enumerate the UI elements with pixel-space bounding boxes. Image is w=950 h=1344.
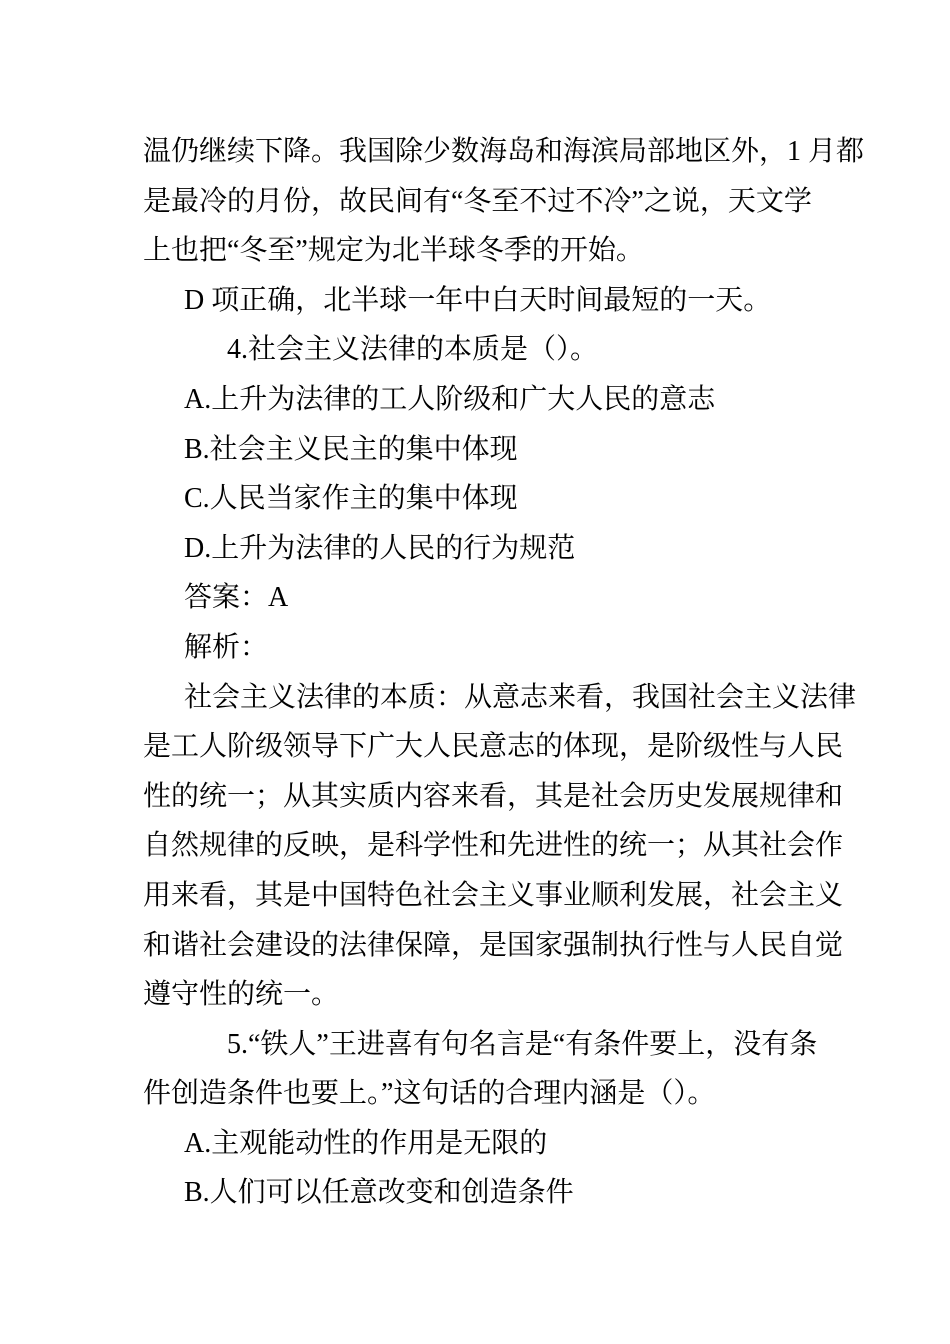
q4-analysis-line: 是工人阶级领导下广大人民意志的体现，是阶级性与人民 [143, 731, 844, 763]
q4-option-c: C.人民当家作主的集中体现 [184, 483, 518, 515]
q4-analysis-label: 解析： [184, 631, 269, 663]
q5-option-a: A.主观能动性的作用是无限的 [184, 1127, 548, 1159]
text-block [143, 127, 865, 1218]
q4-answer: 答案：A [184, 582, 289, 614]
q3-point-d-line: D 项正确，北半球一年中白天时间最短的一天。 [184, 284, 772, 316]
q4-option-d: D.上升为法律的人民的行为规范 [184, 532, 576, 564]
q4-analysis-line: 社会主义法律的本质：从意志来看，我国社会主义法律 [184, 681, 857, 713]
q4-analysis-line: 遵守性的统一。 [143, 979, 340, 1011]
q4-analysis-line: 性的统一；从其实质内容来看，其是社会历史发展规律和 [143, 780, 844, 812]
q3-explanation-line: 是最冷的月份，故民间有“冬至不过不冷”之说，天文学 [143, 185, 812, 217]
question-5-stem-line-1: 5.“铁人”王进喜有句名言是“有条件要上，没有条 [227, 1028, 818, 1060]
q4-analysis-line: 用来看，其是中国特色社会主义事业顺利发展，社会主义 [143, 879, 844, 911]
q4-option-a: A.上升为法律的工人阶级和广大人民的意志 [184, 383, 716, 415]
question-5-stem-line-2: 件创造条件也要上。”这句话的合理内涵是（）。 [143, 1078, 716, 1110]
q3-explanation-line: 温仍继续下降。我国除少数海岛和海滨局部地区外，1 月都 [143, 136, 865, 167]
q4-analysis-line: 自然规律的反映，是科学性和先进性的统一；从其社会作 [143, 830, 844, 862]
question-4-stem: 4.社会主义法律的本质是（）。 [227, 334, 599, 366]
q4-analysis-line: 和谐社会建设的法律保障，是国家强制执行性与人民自觉 [143, 929, 844, 961]
q5-option-b: B.人们可以任意改变和创造条件 [184, 1177, 574, 1209]
q3-explanation-line: 上也把“冬至”规定为北半球冬季的开始。 [143, 235, 644, 267]
q4-option-b: B.社会主义民主的集中体现 [184, 433, 518, 465]
